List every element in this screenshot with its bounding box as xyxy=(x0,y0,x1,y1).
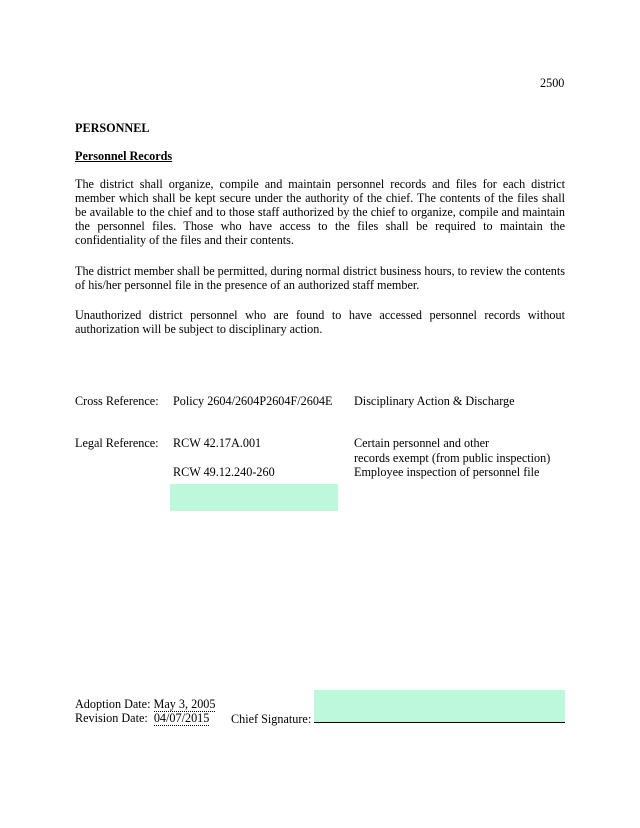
cross-reference-label: Cross Reference: xyxy=(75,394,159,408)
paragraph-records-maintenance: The district shall organize, compile and maintain personnel records and files for each district member which shall be kept secure under the authority of the chief. The contents of the files shall be available to the chief and to those staff authorized by the chief to organize, compile and maintain the personnel files. Those who have access to the files shall be required to maintain the confidentiality of the files and their contents. xyxy=(75,177,565,247)
legal-reference-label: Legal Reference: xyxy=(75,436,159,450)
revision-date-value: 04/07/2015 xyxy=(153,711,210,725)
cross-reference-description: Disciplinary Action & Discharge xyxy=(354,394,515,408)
legal-reference-description-1a: Certain personnel and other xyxy=(354,436,490,450)
chief-signature-label: Chief Signature: xyxy=(231,712,312,726)
cross-reference-policy: Policy 2604/2604P2604F/2604E xyxy=(173,394,333,408)
highlight-empty-legal-field[interactable] xyxy=(170,484,338,511)
paragraph-member-review: The district member shall be permitted, during normal district business hours, to review the contents of his/her personnel file in the presence of an authorized staff member. xyxy=(75,264,565,292)
adoption-date-label: Adoption Date: xyxy=(75,697,151,711)
adoption-date-value: May 3, 2005 xyxy=(153,697,216,711)
paragraph-unauthorized-access: Unauthorized district personnel who are found to have accessed personnel records without authorization will be subject to disciplinary action. xyxy=(75,308,565,336)
legal-reference-description-1b: records exempt (from public inspection) xyxy=(354,451,551,465)
policy-title: Personnel Records xyxy=(75,149,173,163)
legal-reference-description-2: Employee inspection of personnel file xyxy=(354,465,540,479)
revision-date-label: Revision Date: xyxy=(75,711,148,725)
chief-signature-line[interactable] xyxy=(314,711,565,723)
revision-date-row xyxy=(75,711,209,725)
adoption-date-row xyxy=(75,697,215,711)
section-title: PERSONNEL xyxy=(75,121,150,135)
chief-signature-row xyxy=(231,711,565,726)
page-number: 2500 xyxy=(540,76,565,90)
legal-reference-code-2: RCW 49.12.240-260 xyxy=(173,465,275,479)
legal-reference-code-1: RCW 42.17A.001 xyxy=(173,436,262,450)
